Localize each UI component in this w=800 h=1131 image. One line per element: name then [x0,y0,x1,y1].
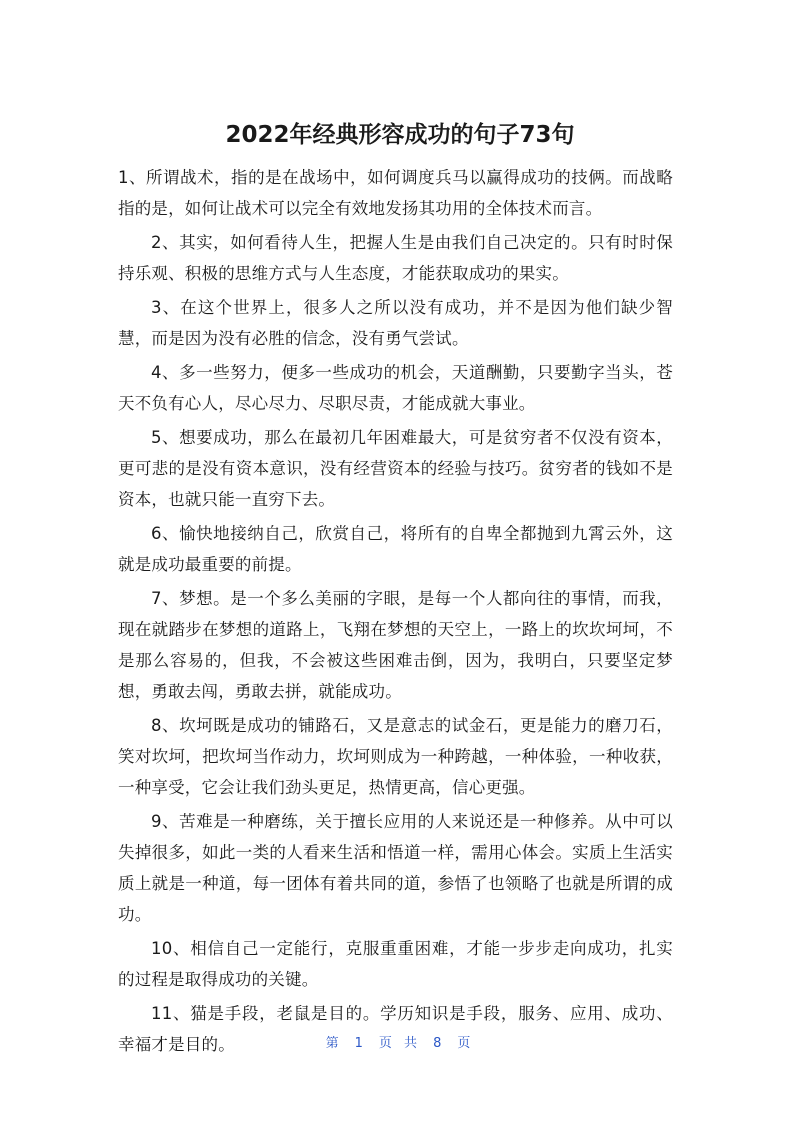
document-title: 2022年经典形容成功的句子73句 [225,122,575,148]
document-body [118,162,673,1063]
footer-label-end: 页 [457,1036,475,1051]
footer-label-of: 页 共 [378,1036,422,1051]
paragraph-5: 5、想要成功，那么在最初几年困难最大，可是贫穷者不仅没有资本，更可悲的是没有资本意识，没有经营资本的经验与技巧。贫穷者的钱如不是资本，也就只能一直穷下去。 [118,428,673,509]
paragraph-10: 10、相信自己一定能行，克服重重困难，才能一步步走向成功，扎实的过程是取得成功的关键。 [118,939,673,989]
paragraph-3: 3、在这个世界上，很多人之所以没有成功，并不是因为他们缺少智慧，而是因为没有必胜的信念，没有勇气尝试。 [118,298,673,348]
paragraph-7: 7、梦想。是一个多么美丽的字眼，是每一个人都向往的事情，而我，现在就踏步在梦想的道路上，飞翔在梦想的天空上，一路上的坎坎坷坷，不是那么容易的，但我，不会被这些困难击倒，因为，我明白，只要坚定梦想，勇敢去闯，勇敢去拼，就能成功。 [118,589,673,701]
paragraph-6: 6、愉快地接纳自己，欣赏自己，将所有的自卑全都抛到九霄云外，这就是成功最重要的前提。 [118,524,673,574]
paragraph-8: 8、坎坷既是成功的铺路石，又是意志的试金石，更是能力的磨刀石，笑对坎坷，把坎坷当作动力，坎坷则成为一种跨越，一种体验，一种收获，一种享受，它会让我们劲头更足，热情更高，信心更强。 [118,716,673,797]
paragraph-9: 9、苦难是一种磨练，关于擅长应用的人来说还是一种修养。从中可以失掉很多，如此一类的人看来生活和悟道一样，需用心体会。实质上生活实质上就是一种道，每一团体有着共同的道，参悟了也领略了也就是所谓的成功。 [118,812,673,924]
paragraph-11: 11、猫是手段，老鼠是目的。学历知识是手段，服务、应用、成功、幸福才是目的。 [118,1004,673,1054]
page-footer [0,1032,800,1051]
footer-total-pages: 8 [433,1036,446,1051]
paragraph-2: 2、其实，如何看待人生，把握人生是由我们自己决定的。只有时时保持乐观、积极的思维方式与人生态度，才能获取成功的果实。 [118,233,673,283]
footer-current-page: 1 [354,1036,367,1051]
footer-label-page: 第 [325,1036,343,1051]
paragraph-4: 4、多一些努力，便多一些成功的机会，天道酬勤，只要勤字当头，苍天不负有心人，尽心尽力、尽职尽责，才能成就大事业。 [118,363,673,413]
paragraph-1: 1、所谓战术，指的是在战场中，如何调度兵马以赢得成功的技俩。而战略指的是，如何让战术可以完全有效地发扬其功用的全体技术而言。 [118,168,673,218]
